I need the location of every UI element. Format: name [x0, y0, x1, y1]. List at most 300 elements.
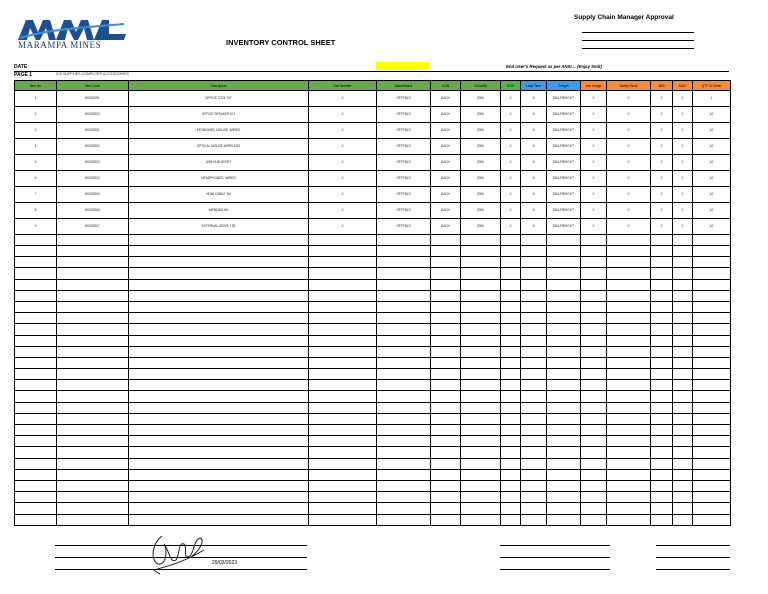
table-cell [521, 369, 547, 380]
table-cell: 0 [501, 91, 521, 107]
table-cell [377, 492, 431, 503]
table-cell [651, 246, 673, 257]
table-cell [607, 290, 651, 301]
table-cell [15, 391, 57, 402]
table-cell [651, 380, 673, 391]
table-cell [57, 357, 129, 368]
table-cell [651, 357, 673, 368]
table-cell: USB HUB 4PORT [129, 154, 309, 170]
table-cell [501, 268, 521, 279]
table-cell [377, 369, 431, 380]
table-cell [15, 492, 57, 503]
table-cell [431, 413, 461, 424]
table-cell [651, 492, 673, 503]
table-cell [57, 290, 129, 301]
table-cell [129, 246, 309, 257]
table-cell [521, 514, 547, 525]
table-cell [309, 335, 377, 346]
table-cell [693, 268, 731, 279]
table-cell [501, 402, 521, 413]
table-cell: SEA FREIGHT [547, 170, 581, 186]
table-cell: EACH [431, 218, 461, 234]
table-cell [651, 346, 673, 357]
handwritten-signature [148, 530, 210, 578]
table-cell [431, 492, 461, 503]
column-header: Ave Usage [581, 81, 607, 91]
table-cell [15, 413, 57, 424]
table-cell [673, 503, 693, 514]
table-cell: 0 [309, 170, 377, 186]
table-cell [461, 335, 501, 346]
table-cell [521, 469, 547, 480]
table-cell: 5 [521, 186, 547, 202]
table-cell [581, 290, 607, 301]
table-cell [15, 234, 57, 245]
table-cell [501, 380, 521, 391]
table-cell [57, 279, 129, 290]
table-cell [431, 346, 461, 357]
table-cell [57, 346, 129, 357]
column-header: Part Number [309, 81, 377, 91]
table-cell [547, 369, 581, 380]
table-cell [309, 492, 377, 503]
table-cell: 5 [521, 218, 547, 234]
table-cell [581, 380, 607, 391]
table-cell: 10 [693, 170, 731, 186]
table-cell [501, 391, 521, 402]
table-cell [693, 436, 731, 447]
table-cell [57, 301, 129, 312]
table-cell [581, 346, 607, 357]
table-cell [129, 458, 309, 469]
table-cell: 0 [651, 154, 673, 170]
table-cell [547, 480, 581, 491]
table-cell [377, 402, 431, 413]
table-cell [57, 335, 129, 346]
table-cell: 80003302 [57, 138, 129, 154]
table-cell: 0 [501, 154, 521, 170]
table-cell: 0 [501, 202, 521, 218]
table-row [15, 170, 731, 186]
table-cell [673, 425, 693, 436]
table-cell [673, 492, 693, 503]
table-cell [651, 458, 673, 469]
table-row [15, 313, 731, 324]
table-cell [57, 313, 129, 324]
table-cell [309, 380, 377, 391]
signature-line [500, 557, 610, 558]
table-cell [461, 458, 501, 469]
table-cell [547, 514, 581, 525]
table-cell: 0 [309, 106, 377, 122]
table-cell [581, 279, 607, 290]
table-cell [15, 402, 57, 413]
column-header: Description [129, 81, 309, 91]
table-cell [651, 257, 673, 268]
table-cell: 0000 [461, 186, 501, 202]
table-cell [693, 290, 731, 301]
table-cell [377, 514, 431, 525]
table-cell [377, 335, 431, 346]
table-cell [547, 447, 581, 458]
table-cell: 80003304 [57, 170, 129, 186]
table-cell [309, 425, 377, 436]
table-cell: 0 [651, 186, 673, 202]
table-cell: 0 [501, 170, 521, 186]
table-cell [15, 503, 57, 514]
table-cell [547, 458, 581, 469]
table-cell [547, 413, 581, 424]
table-cell [377, 268, 431, 279]
table-cell [377, 313, 431, 324]
table-cell [521, 357, 547, 368]
table-cell: 10 [693, 218, 731, 234]
table-cell [581, 492, 607, 503]
table-cell: 0 [581, 170, 607, 186]
table-row [15, 480, 731, 491]
table-cell [547, 246, 581, 257]
table-cell [607, 234, 651, 245]
table-row [15, 138, 731, 154]
table-cell: 0000 [461, 122, 501, 138]
table-cell [461, 234, 501, 245]
table-cell [129, 324, 309, 335]
table-cell: OFFICE SPEAKER KIT [129, 106, 309, 122]
table-cell [673, 458, 693, 469]
table-cell [57, 469, 129, 480]
table-cell [547, 503, 581, 514]
table-cell [129, 503, 309, 514]
table-cell [693, 458, 731, 469]
table-cell [581, 447, 607, 458]
table-cell [377, 425, 431, 436]
table-cell: 0 [673, 154, 693, 170]
table-cell [501, 413, 521, 424]
table-cell [521, 279, 547, 290]
table-cell [581, 391, 607, 402]
table-cell: 0 [581, 218, 607, 234]
table-cell: 0 [501, 186, 521, 202]
document-title: INVENTORY CONTROL SHEET [226, 38, 336, 47]
table-row [15, 425, 731, 436]
table-cell: 0 [607, 154, 651, 170]
table-cell [581, 335, 607, 346]
table-cell [129, 357, 309, 368]
table-cell [309, 503, 377, 514]
date-highlight [376, 62, 429, 70]
inventory-table [14, 80, 731, 526]
table-cell [547, 357, 581, 368]
table-cell [57, 413, 129, 424]
table-cell [431, 514, 461, 525]
table-cell [547, 380, 581, 391]
table-cell [547, 324, 581, 335]
table-cell [693, 492, 731, 503]
table-cell [581, 469, 607, 480]
table-cell [377, 246, 431, 257]
table-cell [521, 492, 547, 503]
table-cell: SEA FREIGHT [547, 202, 581, 218]
table-cell [461, 346, 501, 357]
table-cell [461, 380, 501, 391]
table-cell [521, 301, 547, 312]
table-cell [521, 246, 547, 257]
table-cell: OPTICAL MOUSE WIRELESS [129, 138, 309, 154]
table-row [15, 186, 731, 202]
table-cell [57, 436, 129, 447]
approval-line [582, 40, 694, 41]
table-row [15, 154, 731, 170]
table-cell [607, 257, 651, 268]
page-label: PAGE 1 [14, 72, 32, 78]
table-cell: 0 [673, 170, 693, 186]
table-cell [501, 234, 521, 245]
table-cell [673, 391, 693, 402]
table-cell [651, 514, 673, 525]
table-row [15, 202, 731, 218]
table-cell [607, 357, 651, 368]
table-cell [461, 268, 501, 279]
table-cell [581, 425, 607, 436]
table-cell [651, 324, 673, 335]
table-cell [521, 391, 547, 402]
table-cell [651, 234, 673, 245]
table-cell: 10 [693, 186, 731, 202]
table-cell [673, 301, 693, 312]
table-cell [431, 246, 461, 257]
table-cell [607, 268, 651, 279]
table-cell [461, 369, 501, 380]
table-cell [607, 346, 651, 357]
table-cell: SEA FREIGHT [547, 91, 581, 107]
table-cell [15, 458, 57, 469]
table-cell [673, 335, 693, 346]
table-row [15, 503, 731, 514]
table-row [15, 246, 731, 257]
table-row [15, 290, 731, 301]
table-cell [57, 514, 129, 525]
table-cell [309, 402, 377, 413]
table-cell: 0 [607, 138, 651, 154]
table-cell [651, 290, 673, 301]
table-cell: 7 [15, 186, 57, 202]
table-cell [501, 279, 521, 290]
table-cell [547, 391, 581, 402]
table-cell: OFFTBLS [377, 106, 431, 122]
table-cell [607, 380, 651, 391]
table-cell [57, 425, 129, 436]
table-cell [129, 492, 309, 503]
table-cell [129, 436, 309, 447]
table-cell: 5 [15, 154, 57, 170]
table-cell [309, 324, 377, 335]
table-cell: 0 [673, 202, 693, 218]
table-cell [651, 436, 673, 447]
table-cell: 5 [521, 202, 547, 218]
table-cell: 0 [607, 202, 651, 218]
table-cell: 0 [651, 170, 673, 186]
table-cell: 0 [651, 106, 673, 122]
table-cell: 0 [581, 122, 607, 138]
table-cell: 0 [309, 122, 377, 138]
table-cell: 10 [693, 106, 731, 122]
table-cell [129, 413, 309, 424]
table-cell [693, 469, 731, 480]
table-cell: 0 [581, 154, 607, 170]
table-cell [129, 290, 309, 301]
table-cell [309, 346, 377, 357]
table-row [15, 380, 731, 391]
signature-line [656, 545, 730, 546]
table-cell [673, 268, 693, 279]
table-cell: 0 [651, 138, 673, 154]
table-cell [581, 257, 607, 268]
table-cell [693, 402, 731, 413]
table-cell [581, 301, 607, 312]
table-cell [129, 335, 309, 346]
table-cell [693, 514, 731, 525]
table-cell: 0 [673, 138, 693, 154]
column-header: Make/Brand [377, 81, 431, 91]
table-cell: 8 [15, 202, 57, 218]
table-cell [521, 436, 547, 447]
table-cell [693, 380, 731, 391]
table-cell [693, 480, 731, 491]
table-cell [693, 335, 731, 346]
table-cell [431, 290, 461, 301]
approval-line [582, 48, 694, 49]
table-cell: 0 [501, 122, 521, 138]
table-cell [57, 380, 129, 391]
table-cell [431, 335, 461, 346]
table-cell [547, 234, 581, 245]
column-header: MAX [673, 81, 693, 91]
table-cell: EACH [431, 106, 461, 122]
table-row [15, 218, 731, 234]
table-cell [129, 268, 309, 279]
table-cell [431, 324, 461, 335]
table-cell [431, 480, 461, 491]
table-cell [129, 380, 309, 391]
table-cell [521, 503, 547, 514]
table-cell [673, 313, 693, 324]
table-cell [607, 402, 651, 413]
table-cell: 0 [651, 218, 673, 234]
table-cell [673, 346, 693, 357]
table-cell [15, 290, 57, 301]
table-cell: 10 [693, 202, 731, 218]
table-cell [693, 369, 731, 380]
table-cell [651, 469, 673, 480]
table-cell [547, 492, 581, 503]
table-cell [693, 447, 731, 458]
table-cell [15, 257, 57, 268]
table-cell: 0 [607, 106, 651, 122]
table-cell [651, 503, 673, 514]
table-cell [673, 369, 693, 380]
table-cell [309, 436, 377, 447]
table-cell: 0 [607, 218, 651, 234]
table-cell: OFFICE TOOL KIT [129, 91, 309, 107]
table-cell: 0000 [461, 218, 501, 234]
table-cell [607, 492, 651, 503]
table-cell [309, 290, 377, 301]
date-label: DATE [14, 64, 28, 70]
table-cell: SEA FREIGHT [547, 218, 581, 234]
table-cell [309, 469, 377, 480]
table-cell [607, 391, 651, 402]
table-cell [547, 346, 581, 357]
table-cell [581, 313, 607, 324]
table-cell [15, 469, 57, 480]
table-cell [15, 301, 57, 312]
table-cell: EACH [431, 91, 461, 107]
table-cell [581, 458, 607, 469]
table-row [15, 447, 731, 458]
table-cell: OFFTBLS [377, 202, 431, 218]
table-cell [547, 402, 581, 413]
table-cell [431, 268, 461, 279]
table-cell [607, 279, 651, 290]
column-header: UOM [431, 81, 461, 91]
table-cell [377, 469, 431, 480]
table-cell [431, 357, 461, 368]
table-cell: 0000 [461, 106, 501, 122]
table-cell [581, 324, 607, 335]
table-cell [57, 492, 129, 503]
table-cell: 9 [15, 218, 57, 234]
table-cell [501, 447, 521, 458]
table-cell: 0 [581, 106, 607, 122]
table-cell [651, 391, 673, 402]
table-cell [15, 436, 57, 447]
column-header: Item No [15, 81, 57, 91]
table-cell: 2 [15, 106, 57, 122]
table-cell [309, 279, 377, 290]
table-cell: HDMI CABLE 3M [129, 186, 309, 202]
table-cell [377, 380, 431, 391]
column-header: Freight [547, 81, 581, 91]
table-cell [15, 279, 57, 290]
column-header: MIN [651, 81, 673, 91]
table-row [15, 492, 731, 503]
table-cell [129, 279, 309, 290]
table-cell [581, 413, 607, 424]
table-row [15, 257, 731, 268]
table-cell [501, 290, 521, 301]
table-cell [547, 301, 581, 312]
table-cell [431, 234, 461, 245]
table-cell [309, 391, 377, 402]
table-cell [651, 268, 673, 279]
table-cell [309, 301, 377, 312]
table-cell [461, 503, 501, 514]
table-cell [461, 436, 501, 447]
table-cell: 5 [521, 154, 547, 170]
table-cell [673, 380, 693, 391]
table-cell [461, 402, 501, 413]
table-cell [15, 369, 57, 380]
table-cell [129, 514, 309, 525]
table-cell [309, 357, 377, 368]
table-cell [651, 402, 673, 413]
table-cell [377, 234, 431, 245]
table-cell [607, 436, 651, 447]
table-cell: 80003305 [57, 186, 129, 202]
table-cell: 80003301 [57, 122, 129, 138]
table-cell: 0 [607, 91, 651, 107]
table-cell [129, 313, 309, 324]
